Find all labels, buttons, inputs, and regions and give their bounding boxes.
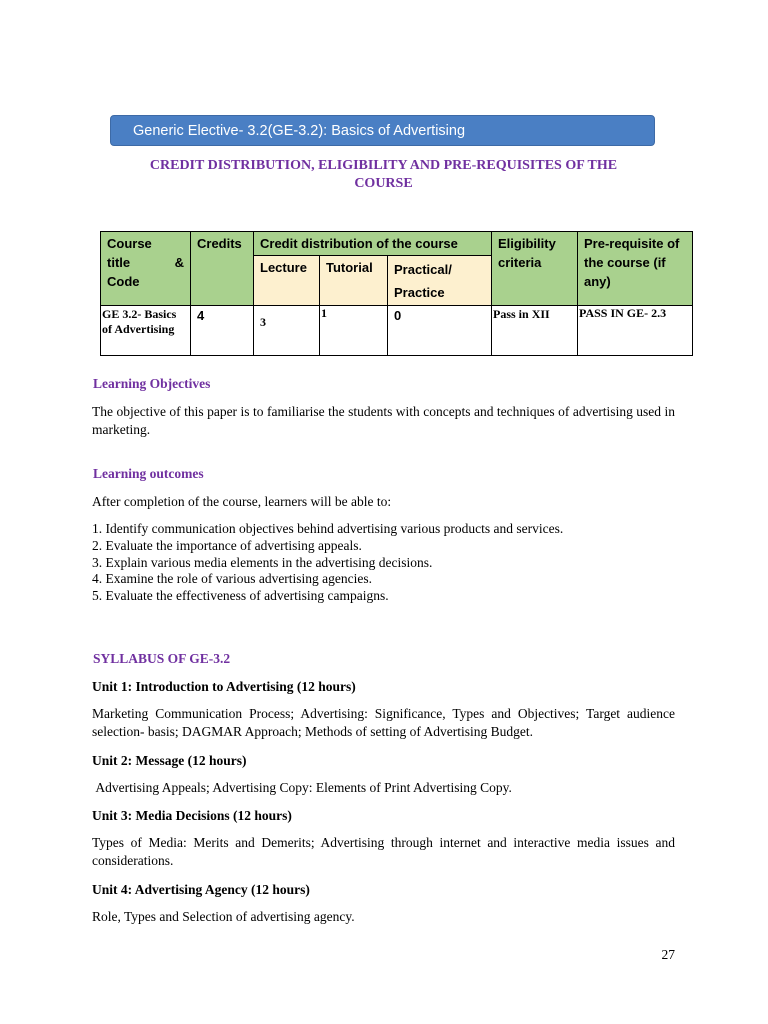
unit-1-title: Unit 1: Introduction to Advertising (12 hours)	[92, 679, 356, 694]
credit-distribution-table	[100, 231, 693, 356]
header-course-line1: Course	[107, 236, 152, 251]
header-practical-line1: Practical/	[394, 262, 452, 277]
list-item: 3. Explain various media elements in the advertising decisions.	[92, 554, 433, 570]
header-prerequisite: Pre-requisite of the course (if any)	[578, 232, 693, 306]
header-course-title	[101, 232, 191, 306]
header-course-title-word: title	[107, 255, 131, 270]
credit-distribution-heading	[112, 157, 655, 193]
page-number: 27	[661, 947, 675, 962]
course-code-line2: of Advertising	[102, 322, 175, 336]
credit-heading-line1: CREDIT DISTRIBUTION, ELIGIBILITY AND PRE-REQUISITES OF THE	[149, 158, 618, 173]
unit-2-title: Unit 2: Message (12 hours)	[92, 753, 247, 768]
learning-objectives-title: Learning Objectives	[93, 376, 211, 391]
learning-outcomes-list	[92, 521, 675, 605]
list-item: 1. Identify communication objectives behind advertising various products and services.	[92, 521, 564, 536]
header-ampersand: &	[174, 255, 184, 270]
cell-lecture: 3	[254, 306, 320, 356]
header-credits: Credits	[191, 232, 254, 306]
header-lecture: Lecture	[254, 256, 320, 306]
header-course-line2	[107, 253, 184, 272]
unit-4-text: Role, Types and Selection of advertising agency.	[92, 909, 355, 924]
cell-tutorial: 1	[320, 306, 388, 356]
cell-eligibility: Pass in XII	[492, 306, 578, 356]
cell-credits: 4	[191, 306, 254, 356]
unit-3-text: Types of Media: Merits and Demerits; Advertising through internet and interactive media issues and considerations.	[92, 835, 675, 868]
section-banner	[110, 115, 655, 146]
list-item: 5. Evaluate the effectiveness of advertising campaigns.	[92, 588, 389, 604]
learning-outcomes-title: Learning outcomes	[93, 466, 204, 481]
header-credit-distribution: Credit distribution of the course	[254, 232, 492, 256]
header-eligibility: Eligibility criteria	[492, 232, 578, 306]
list-item: 2. Evaluate the importance of advertising appeals.	[92, 537, 362, 553]
unit-4-title: Unit 4: Advertising Agency (12 hours)	[92, 882, 310, 897]
learning-outcomes-intro: After completion of the course, learners will be able to:	[92, 494, 392, 509]
unit-1-text: Marketing Communication Process; Advertising: Significance, Types and Objectives; Target audience selection- basis; DAGMAR Approach; Methods of setting of Advertising Budget.	[92, 706, 675, 739]
course-code-line1: GE 3.2- Basics	[102, 307, 177, 321]
header-practical-line2: Practice	[394, 285, 445, 300]
header-tutorial: Tutorial	[320, 256, 388, 306]
unit-2-text: Advertising Appeals; Advertising Copy: Elements of Print Advertising Copy.	[92, 780, 512, 795]
list-item: 4. Examine the role of various advertising agencies.	[92, 571, 373, 587]
cell-prerequisite: PASS IN GE- 2.3	[578, 306, 693, 356]
cell-practical: 0	[388, 306, 492, 356]
cell-course-code	[101, 306, 191, 356]
credit-heading-line2: COURSE	[354, 176, 413, 191]
header-course-line3: Code	[107, 274, 140, 289]
banner-title: Generic Elective- 3.2(GE-3.2): Basics of Advertising	[133, 123, 466, 139]
syllabus-title: SYLLABUS OF GE-3.2	[93, 651, 231, 666]
header-practical	[388, 256, 492, 306]
learning-objectives-text: The objective of this paper is to familiarise the students with concepts and techniques of advertising used in marketing.	[92, 404, 675, 437]
unit-3-title: Unit 3: Media Decisions (12 hours)	[92, 808, 292, 823]
